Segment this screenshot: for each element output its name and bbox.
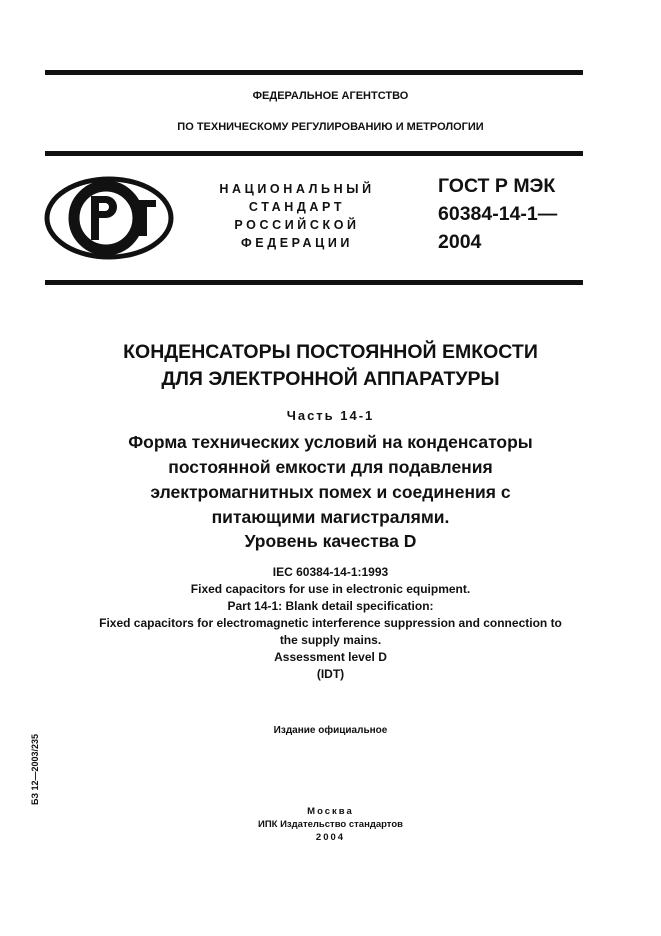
agency-line-1: ФЕДЕРАЛЬНОЕ АГЕНТСТВО — [252, 90, 409, 102]
subtitle-line-3: электромагнитных помех и соединения с — [150, 482, 511, 502]
edition-label: Издание официальное — [273, 725, 388, 736]
english-line-5: the supply mains. — [279, 633, 382, 647]
standard-code-line-3: 2004 — [438, 231, 482, 253]
subtitle-line-2: постоянной емкости для подавления — [168, 457, 493, 477]
title-line-1: КОНДЕНСАТОРЫ ПОСТОЯННОЙ ЕМКОСТИ — [123, 341, 538, 363]
subtitle-line-1: Форма технических условий на конденсаторы — [128, 432, 533, 452]
header-rule — [45, 151, 583, 156]
title-rule — [45, 280, 583, 285]
english-line-3: Part 14-1: Blank detail specification: — [227, 599, 434, 613]
gost-r-logo-icon — [44, 176, 174, 260]
national-line-4: ФЕДЕРАЦИИ — [240, 236, 353, 250]
national-standard-label — [212, 180, 382, 252]
national-line-2: СТАНДАРТ — [248, 200, 346, 214]
standard-code — [438, 172, 557, 256]
english-line-1: IEC 60384-14-1:1993 — [272, 565, 389, 579]
english-line-7: (IDT) — [316, 667, 345, 681]
english-line-2: Fixed capacitors for use in electronic equipment. — [190, 582, 471, 596]
top-rule — [45, 70, 583, 75]
side-code: БЗ 12—2003/235 — [30, 733, 40, 805]
standard-code-line-2: 60384-14-1— — [438, 203, 558, 225]
publisher-year: 2004 — [315, 832, 346, 843]
publisher-name: ИПК Издательство стандартов — [258, 819, 403, 830]
english-line-6: Assessment level D — [274, 650, 387, 664]
title-line-2: ДЛЯ ЭЛЕКТРОННОЙ АППАРАТУРЫ — [161, 368, 500, 390]
english-line-4: Fixed capacitors for electromagnetic interference suppression and connection to — [99, 616, 562, 630]
national-line-1: НАЦИОНАЛЬНЫЙ — [219, 182, 375, 196]
national-line-3: РОССИЙСКОЙ — [234, 218, 360, 232]
subtitle-line-5: Уровень качества D — [244, 531, 417, 551]
part-label: Часть 14-1 — [286, 408, 375, 423]
publisher-city: Москва — [307, 806, 354, 817]
agency-line-2: ПО ТЕХНИЧЕСКОМУ РЕГУЛИРОВАНИЮ И МЕТРОЛОГИИ — [177, 121, 484, 133]
standard-code-line-1: ГОСТ Р МЭК — [438, 175, 556, 197]
subtitle-line-4: питающими магистралями. — [211, 507, 450, 527]
